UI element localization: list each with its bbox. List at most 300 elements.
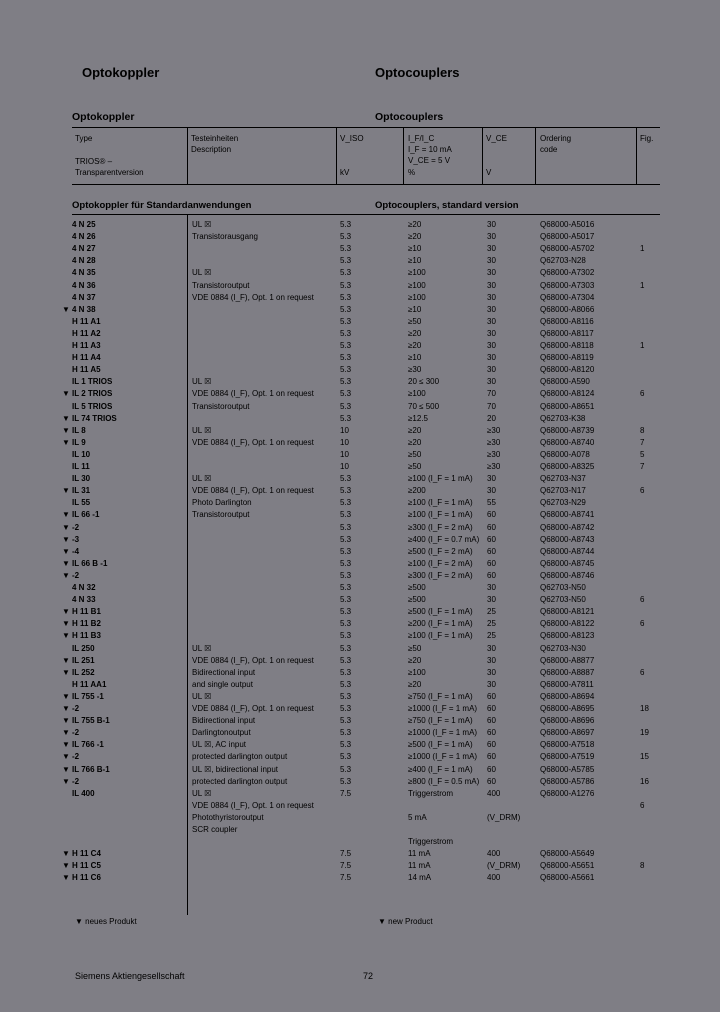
- cell-vce: 60: [487, 776, 496, 786]
- cell-viso: 5.3: [340, 280, 352, 290]
- cell-ordering-code: Q68000-A5661: [540, 873, 595, 883]
- table-row: [62, 655, 662, 666]
- cell-ordering-code: Q68000-A8651: [540, 401, 595, 411]
- table-row: [62, 255, 662, 266]
- table-row: [62, 691, 662, 702]
- cell-type: 4 N 25: [72, 220, 96, 229]
- cell-ctr: ≥100 (I_F = 2 mA): [408, 558, 473, 568]
- cell-type: H 11 A1: [72, 316, 101, 326]
- cell-ordering-code: Q68000-A8116: [540, 316, 594, 326]
- cell-ordering-code: Q68000-A8743: [540, 534, 595, 544]
- cell-type: IL 252: [72, 667, 95, 677]
- cell-ctr: ≥1000 (I_F = 1 mA): [408, 752, 478, 762]
- cell-ctr: ≥100 (I_F = 1 mA): [408, 474, 473, 484]
- cell-ctr: ≥20: [408, 220, 422, 229]
- cell-ordering-code: Q68000-A5702: [540, 244, 595, 254]
- header-viso: V_ISO: [340, 134, 364, 143]
- cell-ordering-code: Q68000-A078: [540, 449, 590, 459]
- cell-vce: 60: [487, 558, 496, 568]
- new-product-marker-icon: ▼: [62, 655, 70, 665]
- cell-ordering-code: Q68000-A7518: [540, 740, 595, 750]
- cell-ctr: ≥20: [408, 328, 422, 338]
- cell-ordering-code: Q68000-A8887: [540, 667, 595, 677]
- header-top-rule: [72, 127, 660, 128]
- cell-ctr: ≥400 (I_F = 0.7 mA): [408, 534, 480, 544]
- cell-description: VDE 0884 (I_F), Opt. 1 on request: [192, 655, 314, 665]
- cell-type: 4 N 26: [72, 232, 96, 242]
- cell-ordering-code: Q62703-N28: [540, 256, 586, 266]
- cell-ctr: ≥10: [408, 244, 422, 254]
- cell-viso: 5.3: [340, 365, 352, 375]
- cell-figure: 16: [640, 776, 649, 786]
- table-row: [62, 497, 662, 508]
- cell-viso: 5.3: [340, 292, 352, 302]
- cell-ctr: ≥100: [408, 280, 426, 290]
- cell-type: IL 31: [72, 486, 91, 496]
- cell-ordering-code: Q62703-N29: [540, 498, 586, 508]
- cell-type: H 11 A3: [72, 341, 101, 350]
- cell-vce: 70: [487, 401, 496, 411]
- cell-ctr: ≥300 (I_F = 2 mA): [408, 522, 473, 532]
- col-divider: [187, 128, 188, 184]
- cell-vce: 30: [487, 256, 496, 266]
- table-row: [62, 509, 662, 520]
- cell-figure: 8: [640, 425, 645, 435]
- cell-figure: 5: [640, 449, 645, 459]
- table-row: [62, 872, 662, 883]
- cell-type: H 11 C6: [72, 873, 101, 883]
- new-product-marker-icon: ▼: [62, 704, 70, 713]
- cell-ordering-code: Q62703-K38: [540, 413, 586, 423]
- col-divider: [336, 128, 337, 184]
- cell-figure: 19: [640, 728, 649, 738]
- page-title-right: Optocouplers: [375, 65, 460, 80]
- cell-vce: 30: [487, 595, 496, 605]
- cell-viso: 5.3: [340, 510, 352, 520]
- col-divider: [535, 128, 536, 184]
- cell-ctr: Triggerstrom: [408, 837, 454, 847]
- cell-vce: 30: [487, 292, 496, 302]
- cell-viso: 5.3: [340, 232, 352, 242]
- cell-ctr: ≥10: [408, 353, 422, 363]
- cell-ctr: ≥20: [408, 437, 422, 447]
- cell-ctr: ≥500: [408, 583, 426, 592]
- cell-ordering-code: Q68000-A8695: [540, 704, 595, 713]
- cell-figure: 1: [640, 341, 645, 350]
- cell-viso: 7.5: [340, 849, 352, 859]
- cell-viso: 5.3: [340, 486, 352, 496]
- cell-figure: 18: [640, 704, 649, 713]
- cell-ordering-code: Q68000-A8744: [540, 546, 595, 556]
- cell-type: 4 N 32: [72, 583, 96, 592]
- header-desc2: Description: [191, 145, 232, 154]
- table-row: [62, 836, 662, 847]
- new-product-marker-icon: ▼: [62, 413, 70, 423]
- cell-viso: 5.3: [340, 752, 352, 762]
- cell-vce: 400: [487, 849, 501, 859]
- cell-vce: 30: [487, 486, 496, 496]
- cell-type: IL 10: [72, 449, 91, 459]
- cell-ordering-code: Q62703-N50: [540, 583, 586, 592]
- cell-viso: 5.3: [340, 401, 352, 411]
- cell-vce: 30: [487, 304, 496, 314]
- table-row: [62, 219, 662, 230]
- cell-figure: 7: [640, 437, 645, 447]
- cell-type: IL 251: [72, 655, 95, 665]
- cell-viso: 5.3: [340, 256, 352, 266]
- cell-ordering-code: Q68000-A8746: [540, 570, 595, 580]
- cell-ctr: ≥100 (I_F = 1 mA): [408, 510, 473, 520]
- cell-viso: 5.3: [340, 595, 352, 605]
- cell-viso: 5.3: [340, 558, 352, 568]
- cell-type: 4 N 38: [72, 304, 96, 314]
- cell-ctr: ≥750 (I_F = 1 mA): [408, 716, 473, 726]
- cell-description: VDE 0884 (I_F), Opt. 1 on request: [192, 389, 314, 399]
- cell-ctr: ≥500 (I_F = 2 mA): [408, 546, 473, 556]
- cell-ctr: ≥20: [408, 425, 422, 435]
- cell-vce: 60: [487, 534, 496, 544]
- cell-vce: 60: [487, 510, 496, 520]
- new-product-marker-icon: ▼: [62, 764, 70, 774]
- cell-type: -3: [72, 534, 80, 544]
- cell-ctr: ≥10: [408, 256, 422, 266]
- cell-viso: 5.3: [340, 643, 352, 653]
- cell-viso: 5.3: [340, 546, 352, 556]
- cell-type: IL 766 -1: [72, 740, 104, 750]
- cell-ctr: ≥50: [408, 462, 422, 471]
- cell-vce: 400: [487, 873, 501, 883]
- new-product-marker-icon: ▼: [62, 728, 70, 738]
- cell-description: VDE 0884 (I_F), Opt. 1 on request: [192, 437, 314, 447]
- table-row: [62, 485, 662, 496]
- cell-vce: 70: [487, 389, 496, 399]
- cell-vce: 30: [487, 232, 496, 242]
- cell-description: VDE 0884 (I_F), Opt. 1 on request: [192, 292, 314, 302]
- cell-viso: 5.3: [340, 268, 352, 278]
- cell-figure: 8: [640, 861, 645, 871]
- cell-ctr: ≥20: [408, 341, 422, 350]
- cell-description: Transistorausgang: [192, 232, 258, 242]
- cell-viso: 10: [340, 425, 349, 435]
- group-title-left: Optokoppler für Standardanwendungen: [72, 200, 252, 211]
- cell-ctr: 11 mA: [408, 849, 431, 859]
- cell-type: -2: [72, 728, 80, 738]
- table-row: [62, 340, 662, 351]
- table-row: [62, 437, 662, 448]
- cell-ctr: ≥200 (I_F = 1 mA): [408, 619, 473, 629]
- cell-vce: 30: [487, 643, 496, 653]
- cell-type: IL 55: [72, 498, 91, 508]
- cell-ordering-code: Q68000-A7519: [540, 752, 595, 762]
- cell-figure: 6: [640, 619, 645, 629]
- cell-type: H 11 B3: [72, 631, 101, 641]
- cell-figure: 1: [640, 280, 645, 290]
- cell-type: IL 5 TRIOS: [72, 401, 113, 411]
- table-row: [62, 413, 662, 424]
- cell-viso: 10: [340, 462, 349, 471]
- cell-viso: 5.3: [340, 498, 352, 508]
- cell-description: protected darlington output: [192, 752, 288, 762]
- new-product-marker-icon: ▼: [62, 437, 70, 447]
- cell-ctr: ≥800 (I_F = 0.5 mA): [408, 776, 480, 786]
- header-ctr2: I_F = 10 mA: [408, 145, 452, 154]
- cell-ordering-code: Q68000-A8325: [540, 462, 595, 471]
- cell-ordering-code: Q62703-N37: [540, 474, 586, 484]
- cell-viso: 7.5: [340, 861, 352, 871]
- cell-vce: 30: [487, 280, 496, 290]
- new-product-marker-icon: ▼: [62, 304, 70, 314]
- cell-vce: 30: [487, 667, 496, 677]
- cell-viso: 5.3: [340, 316, 352, 326]
- header-type: Type: [75, 134, 93, 143]
- cell-viso: 5.3: [340, 353, 352, 363]
- cell-type: H 11 B1: [72, 607, 101, 617]
- cell-type: H 11 A4: [72, 353, 101, 363]
- table-row: [62, 388, 662, 399]
- cell-viso: 5.3: [340, 728, 352, 738]
- cell-ctr: ≥400 (I_F = 1 mA): [408, 764, 473, 774]
- new-product-marker-icon: ▼: [62, 486, 70, 496]
- new-product-marker-icon: ▼: [62, 849, 70, 859]
- cell-type: -2: [72, 776, 80, 786]
- section-title-right: Optocouplers: [375, 111, 444, 123]
- new-product-marker-icon: ▼: [62, 546, 70, 556]
- new-product-marker-icon: ▼: [62, 631, 70, 641]
- cell-viso: 5.3: [340, 534, 352, 544]
- cell-type: 4 N 28: [72, 256, 96, 266]
- cell-vce: 30: [487, 328, 496, 338]
- cell-vce: 25: [487, 619, 496, 629]
- cell-type: -4: [72, 546, 80, 556]
- cell-vce: 60: [487, 716, 496, 726]
- new-product-marker-icon: ▼: [62, 691, 70, 701]
- cell-type: IL 30: [72, 474, 91, 484]
- cell-ordering-code: Q68000-A8745: [540, 558, 595, 568]
- table-row: [62, 376, 662, 387]
- cell-vce: 25: [487, 607, 496, 617]
- cell-type: IL 755 B-1: [72, 716, 110, 726]
- cell-ctr: 11 mA: [408, 861, 431, 871]
- cell-ordering-code: Q68000-A8119: [540, 353, 594, 363]
- cell-figure: 6: [640, 595, 645, 605]
- cell-viso: 7.5: [340, 873, 352, 883]
- cell-type: -2: [72, 522, 80, 532]
- cell-description: UL ☒, bidirectional input: [192, 764, 279, 774]
- cell-viso: 5.3: [340, 328, 352, 338]
- cell-ordering-code: Q68000-A8120: [540, 365, 595, 375]
- cell-description: Transistoroutput: [192, 280, 250, 290]
- cell-ctr: ≥500 (I_F = 1 mA): [408, 740, 473, 750]
- cell-type: IL 8: [72, 425, 86, 435]
- cell-ordering-code: Q68000-A5651: [540, 861, 595, 871]
- cell-type: IL 1 TRIOS: [72, 377, 113, 387]
- group-rule: [72, 214, 660, 215]
- cell-description: UL ☒: [192, 788, 212, 798]
- header-fig: Fig.: [640, 134, 654, 143]
- cell-figure: 6: [640, 800, 645, 810]
- cell-viso: 5.3: [340, 413, 352, 423]
- cell-ordering-code: Q68000-A8117: [540, 328, 594, 338]
- cell-vce: 30: [487, 474, 496, 484]
- cell-description: UL ☒, AC input: [192, 740, 247, 750]
- cell-ctr: 14 mA: [408, 873, 432, 883]
- cell-figure: 7: [640, 462, 645, 471]
- table-row: [62, 449, 662, 460]
- cell-description: UL ☒: [192, 474, 212, 484]
- cell-ordering-code: Q68000-A8877: [540, 655, 595, 665]
- table-row: [62, 824, 662, 835]
- table-row: [62, 461, 662, 472]
- cell-description: Bidirectional input: [192, 716, 256, 726]
- table-row: [62, 776, 662, 787]
- cell-description: Photo Darlington: [192, 498, 252, 508]
- cell-description: UL ☒: [192, 643, 212, 653]
- cell-vce: 30: [487, 365, 496, 375]
- cell-type: -2: [72, 570, 80, 580]
- cell-ordering-code: Q68000-A590: [540, 377, 590, 387]
- cell-type: H 11 C4: [72, 849, 101, 859]
- cell-viso: 7.5: [340, 788, 352, 798]
- table-row: [62, 558, 662, 569]
- footer-company: Siemens Aktiengesellschaft: [75, 971, 185, 981]
- cell-ctr: ≥300 (I_F = 2 mA): [408, 570, 473, 580]
- cell-ctr: 20 ≤ 300: [408, 377, 440, 387]
- cell-vce: ≥30: [487, 437, 501, 447]
- table-row: [62, 606, 662, 617]
- cell-type: -2: [72, 704, 80, 713]
- cell-ctr: ≥20: [408, 679, 422, 689]
- cell-ordering-code: Q68000-A1276: [540, 788, 595, 798]
- cell-type: IL 2 TRIOS: [72, 389, 113, 399]
- cell-vce: 25: [487, 631, 496, 641]
- cell-ordering-code: Q68000-A7304: [540, 292, 595, 302]
- cell-type: IL 74 TRIOS: [72, 413, 117, 423]
- cell-type: -2: [72, 752, 80, 762]
- cell-description: Transistoroutput: [192, 401, 250, 411]
- cell-type: H 11 A2: [72, 328, 101, 338]
- col-divider: [482, 128, 483, 184]
- header-type-sub2: Transparentversion: [75, 168, 144, 177]
- cell-ordering-code: Q62703-N50: [540, 595, 586, 605]
- cell-ordering-code: Q68000-A8740: [540, 437, 595, 447]
- footnote-right: ▼ new Product: [378, 917, 433, 926]
- cell-ctr: ≥50: [408, 449, 422, 459]
- col-divider: [403, 128, 404, 184]
- new-product-marker-icon: ▼: [62, 861, 70, 871]
- new-product-marker-icon: ▼: [62, 522, 70, 532]
- cell-ctr: ≥200: [408, 486, 426, 496]
- cell-ctr: ≥50: [408, 643, 422, 653]
- cell-vce: 30: [487, 655, 496, 665]
- new-product-marker-icon: ▼: [62, 389, 70, 399]
- section-title-left: Optokoppler: [72, 111, 135, 123]
- cell-viso: 5.3: [340, 389, 352, 399]
- cell-vce: 30: [487, 377, 496, 387]
- cell-ctr: ≥10: [408, 304, 422, 314]
- table-row: [62, 788, 662, 799]
- table-row: [62, 401, 662, 412]
- table-row: [62, 292, 662, 303]
- cell-ordering-code: Q68000-A8121: [540, 607, 595, 617]
- header-ord1: Ordering: [540, 134, 572, 143]
- cell-ordering-code: Q68000-A8066: [540, 304, 595, 314]
- cell-ordering-code: Q68000-A7811: [540, 679, 594, 689]
- table-row: [62, 473, 662, 484]
- table-row: [62, 860, 662, 871]
- cell-viso: 5.3: [340, 691, 352, 701]
- cell-ctr: ≥12.5: [408, 413, 428, 423]
- cell-figure: 1: [640, 244, 645, 254]
- cell-ordering-code: Q68000-A8741: [540, 510, 595, 520]
- cell-ordering-code: Q68000-A8123: [540, 631, 595, 641]
- table-row: [62, 727, 662, 738]
- cell-type: IL 400: [72, 788, 95, 798]
- cell-type: H 11 B2: [72, 619, 101, 629]
- cell-ordering-code: Q68000-A5649: [540, 849, 595, 859]
- table-row: [62, 812, 662, 823]
- cell-ctr: ≥100 (I_F = 1 mA): [408, 631, 473, 641]
- cell-vce: 30: [487, 679, 496, 689]
- cell-vce: 60: [487, 752, 496, 762]
- table-row: [62, 667, 662, 678]
- header-type-sub1: TRIOS® –: [75, 157, 113, 166]
- group-title-right: Optocouplers, standard version: [375, 200, 519, 211]
- cell-description: Darlingtonoutput: [192, 728, 251, 738]
- cell-ordering-code: Q68000-A8118: [540, 341, 594, 350]
- cell-ordering-code: Q68000-A5785: [540, 764, 595, 774]
- table-row: [62, 679, 662, 690]
- cell-type: IL 66 -1: [72, 510, 100, 520]
- col-divider: [636, 128, 637, 184]
- cell-type: IL 766 B-1: [72, 764, 110, 774]
- table-row: [62, 352, 662, 363]
- cell-ctr: ≥500 (I_F = 1 mA): [408, 607, 473, 617]
- table-row: [62, 800, 662, 811]
- new-product-marker-icon: ▼: [62, 776, 70, 786]
- cell-type: 4 N 35: [72, 268, 96, 278]
- cell-vce: ≥30: [487, 449, 501, 459]
- cell-vce: 60: [487, 570, 496, 580]
- cell-type: H 11 AA1: [72, 679, 107, 689]
- footnote-left: ▼ neues Produkt: [75, 917, 137, 926]
- page-title-left: Optokoppler: [82, 65, 160, 80]
- cell-description: and single output: [192, 679, 253, 689]
- cell-viso: 5.3: [340, 679, 352, 689]
- cell-vce: 30: [487, 268, 496, 278]
- cell-ordering-code: Q68000-A8694: [540, 691, 595, 701]
- cell-ordering-code: Q68000-A7303: [540, 280, 595, 290]
- cell-description: UL ☒: [192, 220, 212, 229]
- cell-description: Transistoroutput: [192, 510, 250, 520]
- table-row: [62, 328, 662, 339]
- cell-vce: 55: [487, 498, 496, 508]
- cell-type: 4 N 33: [72, 595, 96, 605]
- cell-vce: 400: [487, 788, 501, 798]
- cell-description: VDE 0884 (I_F), Opt. 1 on request: [192, 704, 314, 713]
- header-ord2: code: [540, 145, 558, 154]
- cell-viso: 5.3: [340, 740, 352, 750]
- cell-viso: 5.3: [340, 583, 352, 592]
- table-row: [62, 715, 662, 726]
- cell-description: VDE 0884 (I_F), Opt. 1 on request: [192, 800, 314, 810]
- table-row: [62, 630, 662, 641]
- cell-viso: 10: [340, 449, 349, 459]
- header-desc1: Testeinheiten: [191, 134, 239, 143]
- cell-description: SCR coupler: [192, 825, 238, 834]
- cell-vce: 30: [487, 583, 496, 592]
- cell-figure: 15: [640, 752, 649, 762]
- cell-description: Photothyristoroutput: [192, 812, 264, 822]
